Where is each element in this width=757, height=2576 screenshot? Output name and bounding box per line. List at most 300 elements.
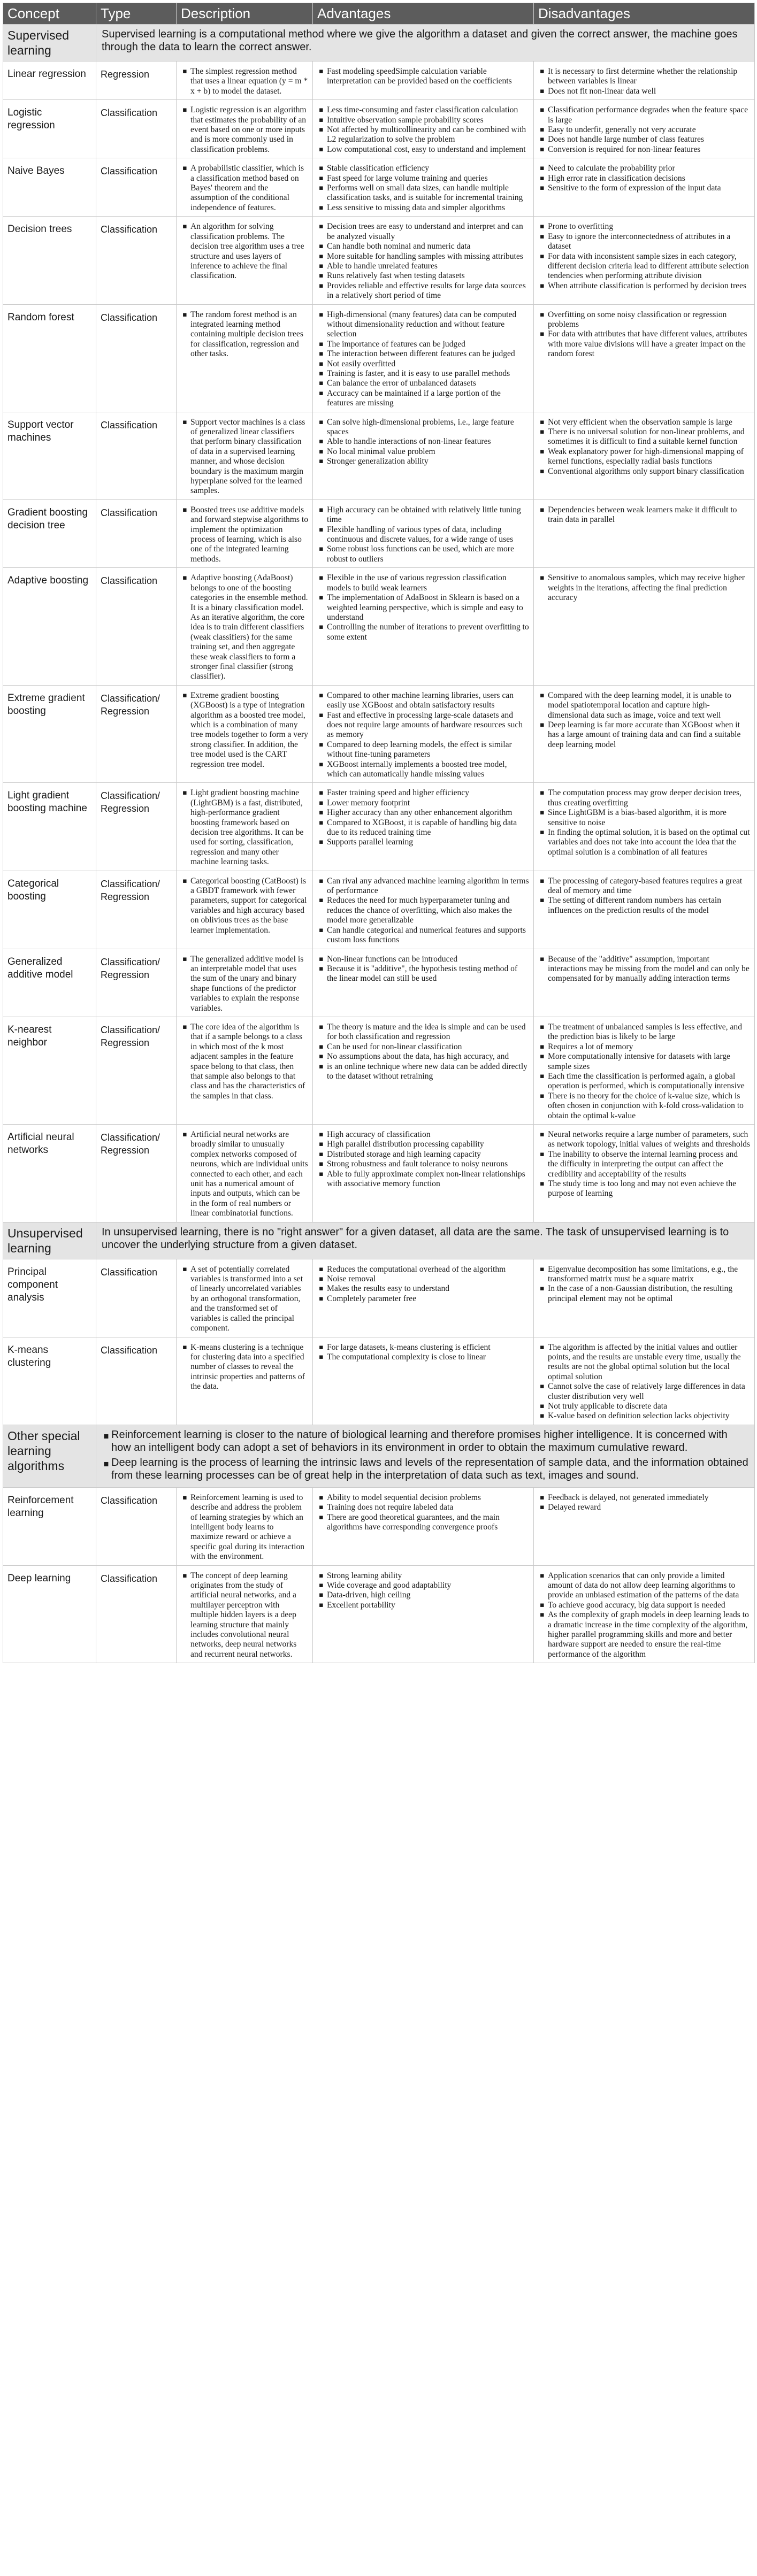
advantage-item: ▪ Training does not require labeled data: [327, 1503, 529, 1512]
description-cell: [177, 499, 313, 567]
description-cell: [177, 304, 313, 412]
advantages-cell: [313, 158, 534, 217]
description-item-list: [181, 310, 308, 359]
disadvantage-item: ▪ Conventional algorithms only support binary classification: [548, 467, 750, 476]
table-row: [3, 61, 755, 100]
disadvantages-cell: [534, 304, 755, 412]
description-item: ▪ The random forest method is an integrated learning method containing multiple decision trees for classification, regression and other tasks.: [190, 310, 308, 359]
advantage-item: ▪ Can handle both nominal and numeric data: [327, 242, 529, 251]
concept-cell: Linear regression: [3, 61, 96, 100]
advantage-item: ▪ Decision trees are easy to understand and interpret and can be analyzed visually: [327, 222, 529, 242]
advantage-item-list: [317, 1265, 529, 1304]
description-cell: [177, 1337, 313, 1425]
advantage-item: ▪ Less time-consuming and faster classification calculation: [327, 105, 529, 115]
advantage-item: ▪ Able to handle interactions of non-linear features: [327, 437, 529, 447]
disadvantages-cell: [534, 1487, 755, 1565]
disadvantages-cell: [534, 100, 755, 158]
advantage-item-list: [317, 418, 529, 467]
disadvantages-cell: [534, 949, 755, 1017]
disadvantages-cell: [534, 1337, 755, 1425]
advantage-item: ▪ Training is faster, and it is easy to use parallel methods: [327, 369, 529, 379]
disadvantage-item: ▪ There is no theory for the choice of k-value size, which is often chosen in conjunction with k-fold cross-validation to obtain the optimal k-value: [548, 1091, 750, 1121]
disadvantage-item-list: [538, 418, 750, 476]
description-item: ▪ Categorical boosting (CatBoost) is a GBDT framework with fewer parameters, support for categorical variables and high accuracy based on oblivious trees as the base learner implementation.: [190, 876, 308, 935]
advantage-item: ▪ Strong learning ability: [327, 1571, 529, 1581]
disadvantage-item-list: [538, 1571, 750, 1660]
advantage-item: ▪ Data-driven, high ceiling: [327, 1590, 529, 1600]
description-item: ▪ A probabilistic classifier, which is a classification method based on Bayes' theorem and the assumption of the conditional independence of features.: [190, 164, 308, 213]
type-cell: Classification: [96, 568, 177, 685]
advantages-cell: [313, 1565, 534, 1663]
advantages-cell: [313, 568, 534, 685]
table-row: [3, 1565, 755, 1663]
table-row: [3, 1487, 755, 1565]
table-row: [3, 685, 755, 783]
advantage-item: ▪ Can be used for non-linear classification: [327, 1042, 529, 1052]
disadvantages-cell: [534, 1125, 755, 1222]
table-row: [3, 949, 755, 1017]
advantage-item: ▪ Able to fully approximate complex non-linear relationships with associative memory function: [327, 1170, 529, 1189]
description-item-list: [181, 1571, 308, 1660]
disadvantage-item: ▪ More computationally intensive for datasets with large sample sizes: [548, 1052, 750, 1072]
disadvantage-item-list: [538, 67, 750, 96]
disadvantage-item: ▪ Not truly applicable to discrete data: [548, 1402, 750, 1411]
header-advantages: Advantages: [313, 3, 534, 25]
concept-cell: Random forest: [3, 304, 96, 412]
disadvantage-item-list: [538, 310, 750, 359]
section-title: Supervised learning: [3, 25, 96, 61]
disadvantage-item: ▪ Delayed reward: [548, 1503, 750, 1512]
disadvantage-item: ▪ The computation process may grow deeper decision trees, thus creating overfitting: [548, 788, 750, 808]
advantage-item: ▪ Higher accuracy than any other enhancement algorithm: [327, 808, 529, 818]
disadvantage-item-list: [538, 1493, 750, 1513]
disadvantage-item: ▪ Neural networks require a large number of parameters, such as network topology, initial values of weights and thresholds: [548, 1130, 750, 1150]
description-cell: [177, 158, 313, 217]
advantage-item: ▪ For large datasets, k-means clustering is efficient: [327, 1343, 529, 1352]
description-cell: [177, 568, 313, 685]
description-item-list: [181, 1493, 308, 1562]
advantages-cell: [313, 61, 534, 100]
advantages-cell: [313, 871, 534, 949]
table-row: [3, 1125, 755, 1222]
section-intro-text: In unsupervised learning, there is no "right answer" for a given dataset, all data are the same. The task of unsupervised learning is to uncover the underlying structure from a given dataset.: [102, 1226, 729, 1251]
disadvantage-item: ▪ Eigenvalue decomposition has some limitations, e.g., the transformed matrix must be a square matrix: [548, 1265, 750, 1285]
table-row: [3, 1259, 755, 1337]
description-item: ▪ An algorithm for solving classification problems. The decision tree algorithm uses a tree structure and uses layers of inference to achieve the final classification.: [190, 222, 308, 281]
comparison-table-document: [3, 3, 754, 1663]
disadvantage-item: ▪ Sensitive to anomalous samples, which may receive higher weights in the iterations, affecting the final prediction accuracy: [548, 573, 750, 603]
disadvantage-item-list: [538, 222, 750, 291]
concept-cell: Categorical boosting: [3, 871, 96, 949]
advantage-item: ▪ Accuracy can be maintained if a large portion of the features are missing: [327, 389, 529, 409]
table-row: [3, 1337, 755, 1425]
advantage-item: ▪ Flexible in the use of various regression classification models to build weak learners: [327, 573, 529, 593]
advantage-item: ▪ Compared to deep learning models, the effect is similar without fine-tuning parameters: [327, 740, 529, 760]
advantage-item-list: [317, 876, 529, 945]
description-item: ▪ Light gradient boosting machine (LightGBM) is a fast, distributed, high-performance gradient boosting framework based on decision tree algorithms. It can be used for sorting, classification, regression and many other machine learning tasks.: [190, 788, 308, 867]
description-item-list: [181, 573, 308, 681]
advantage-item-list: [317, 1493, 529, 1533]
advantage-item-list: [317, 164, 529, 213]
disadvantage-item-list: [538, 573, 750, 603]
disadvantage-item: ▪ The algorithm is affected by the initial values and outlier points, and the results are unstable every time, usually the results are not the global optimal solution but the local optimal solution: [548, 1343, 750, 1382]
disadvantage-item: ▪ In the case of a non-Gaussian distribution, the resulting principal element may not be optimal: [548, 1284, 750, 1304]
disadvantage-item-list: [538, 955, 750, 984]
type-cell: Classification/ Regression: [96, 871, 177, 949]
advantage-item: ▪ Low computational cost, easy to understand and implement: [327, 145, 529, 155]
advantage-item: ▪ No assumptions about the data, has high accuracy, and: [327, 1052, 529, 1062]
description-item-list: [181, 67, 308, 96]
description-cell: [177, 871, 313, 949]
table-row: [3, 158, 755, 217]
description-cell: [177, 1259, 313, 1337]
type-cell: Classification: [96, 158, 177, 217]
type-cell: Classification/ Regression: [96, 783, 177, 871]
disadvantage-item: ▪ Does not fit non-linear data well: [548, 87, 750, 96]
type-cell: Regression: [96, 61, 177, 100]
advantage-item: ▪ Fast modeling speedSimple calculation variable interpretation can be provided based on the coefficients: [327, 67, 529, 87]
section-intro: [96, 1425, 755, 1487]
advantages-cell: [313, 949, 534, 1017]
advantages-cell: [313, 412, 534, 499]
disadvantages-cell: [534, 1259, 755, 1337]
table-row: [3, 871, 755, 949]
advantages-cell: [313, 304, 534, 412]
advantage-item-list: [317, 505, 529, 564]
type-cell: Classification/ Regression: [96, 949, 177, 1017]
advantage-item: ▪ High parallel distribution processing capability: [327, 1140, 529, 1149]
disadvantage-item: ▪ To achieve good accuracy, big data support is needed: [548, 1601, 750, 1610]
advantage-item: ▪ Ability to model sequential decision problems: [327, 1493, 529, 1503]
disadvantages-cell: [534, 412, 755, 499]
description-item-list: [181, 222, 308, 281]
description-cell: [177, 1125, 313, 1222]
section-intro: [96, 25, 755, 61]
advantage-item: ▪ Controlling the number of iterations to prevent overfitting to some extent: [327, 622, 529, 642]
section-intro-item: ▪ Reinforcement learning is closer to the nature of biological learning and therefore promises higher intelligence. It is concerned with how an intelligent body can adopt a set of behaviors in its environment in order to obtain the maximum cumulative reward.: [111, 1428, 749, 1454]
type-cell: Classification: [96, 1259, 177, 1337]
disadvantages-cell: [534, 568, 755, 685]
disadvantages-cell: [534, 61, 755, 100]
advantage-item-list: [317, 1022, 529, 1081]
disadvantage-item: ▪ High error rate in classification decisions: [548, 174, 750, 183]
disadvantage-item-list: [538, 691, 750, 750]
header-concept: Concept: [3, 3, 96, 25]
disadvantage-item-list: [538, 1265, 750, 1304]
section-intro-item: ▪ Deep learning is the process of learning the intrinsic laws and levels of the representation of sample data, and the information obtained from these learning processes can be of great help in the interpretation of data such as text, images and sound.: [111, 1456, 749, 1482]
concept-cell: Naive Bayes: [3, 158, 96, 217]
advantage-item: ▪ Can solve high-dimensional problems, i.e., large feature spaces: [327, 418, 529, 437]
advantage-item: ▪ Distributed storage and high learning capacity: [327, 1150, 529, 1159]
advantages-cell: [313, 1487, 534, 1565]
disadvantage-item: ▪ It is necessary to first determine whether the relationship between variables is linear: [548, 67, 750, 87]
type-cell: Classification/ Regression: [96, 685, 177, 783]
disadvantage-item: ▪ Need to calculate the probability prior: [548, 164, 750, 173]
advantage-item-list: [317, 573, 529, 642]
description-cell: [177, 783, 313, 871]
disadvantage-item: ▪ Each time the classification is performed again, a global operation is performed, which is computationally intensive: [548, 1072, 750, 1091]
section-header-row: [3, 25, 755, 61]
section-intro-text: Supervised learning is a computational method where we give the algorithm a dataset and given the correct answer, the machine goes through the data to learn the correct answer.: [102, 28, 738, 53]
advantage-item: ▪ Flexible handling of various types of data, including continuous and discrete values, for a wide range of uses: [327, 525, 529, 545]
table-header: [3, 3, 755, 25]
ml-comparison-table: [3, 3, 755, 1663]
section-intro: [96, 1222, 755, 1259]
advantage-item: ▪ Less sensitive to missing data and simpler algorithms: [327, 203, 529, 213]
description-item-list: [181, 1265, 308, 1334]
description-item: ▪ Reinforcement learning is used to describe and address the problem of learning strategies by which an intelligent body learns to maximize reward or achieve a specific goal during its interaction with the environment.: [190, 1493, 308, 1562]
advantage-item-list: [317, 222, 529, 301]
description-item-list: [181, 1022, 308, 1101]
description-item: ▪ Extreme gradient boosting (XGBoost) is a type of integration algorithm as a boosted tree model, which is a combination of many tree models together to form a very strong classifier. In addition, the tree model used is the CART regression tree model.: [190, 691, 308, 770]
advantage-item: ▪ Because it is "additive", the hypothesis testing method of the linear model can still be used: [327, 964, 529, 984]
disadvantage-item-list: [538, 505, 750, 525]
disadvantage-item: ▪ Feedback is delayed, not generated immediately: [548, 1493, 750, 1503]
description-item: ▪ Artificial neural networks are broadly similar to unusually complex networks composed of neurons, which are individual units connected to each other, and each unit has a numerical amount of inputs and outputs, which can be in the form of real numbers or linear combinatorial functions.: [190, 1130, 308, 1219]
disadvantage-item: ▪ In finding the optimal solution, it is based on the optimal cut variables and does not take into account the idea that the optimal solution is a combination of all features: [548, 828, 750, 857]
concept-cell: Adaptive boosting: [3, 568, 96, 685]
advantage-item: ▪ XGBoost internally implements a boosted tree model, which can automatically handle missing values: [327, 760, 529, 780]
disadvantage-item: ▪ Prone to overfitting: [548, 222, 750, 232]
advantage-item: ▪ Wide coverage and good adaptability: [327, 1581, 529, 1590]
advantage-item: ▪ Reduces the need for much hyperparameter tuning and reduces the chance of overfitting, which also makes the model more generalizable: [327, 896, 529, 925]
description-item-list: [181, 1130, 308, 1219]
disadvantage-item-list: [538, 788, 750, 857]
description-cell: [177, 1565, 313, 1663]
advantage-item: ▪ Some robust loss functions can be used, which are more robust to outliers: [327, 544, 529, 564]
concept-cell: Deep learning: [3, 1565, 96, 1663]
disadvantage-item: ▪ Classification performance degrades when the feature space is large: [548, 105, 750, 125]
advantage-item: ▪ High accuracy of classification: [327, 1130, 529, 1140]
advantage-item: ▪ Can rival any advanced machine learning algorithm in terms of performance: [327, 876, 529, 896]
type-cell: Classification/ Regression: [96, 1125, 177, 1222]
disadvantage-item: ▪ Easy to ignore the interconnectedness of attributes in a dataset: [548, 232, 750, 252]
description-item: ▪ Support vector machines is a class of generalized linear classifiers that perform binary classification of data in a supervised learning manner, and whose decision boundary is the maximum margin hyperplane solved for the learned samples.: [190, 418, 308, 496]
description-item: ▪ Adaptive boosting (AdaBoost) belongs to one of the boosting categories in the ensemble method. It is a binary classification model. As an iterative algorithm, the core idea is to train different classifiers (weak classifiers) for the same training set, and then aggregate these weak classifiers to form a stronger final classifier (strong classifier).: [190, 573, 308, 681]
advantage-item: ▪ Completely parameter free: [327, 1294, 529, 1304]
description-item-list: [181, 788, 308, 867]
advantage-item-list: [317, 310, 529, 409]
advantage-item: ▪ High-dimensional (many features) data can be computed without dimensionality reduction and without feature selection: [327, 310, 529, 340]
disadvantage-item: ▪ The setting of different random numbers has certain influences on the prediction results of the model: [548, 896, 750, 916]
disadvantage-item: ▪ The processing of category-based features requires a great deal of memory and time: [548, 876, 750, 896]
description-cell: [177, 1487, 313, 1565]
advantage-item: ▪ Makes the results easy to understand: [327, 1284, 529, 1294]
description-cell: [177, 412, 313, 499]
disadvantage-item-list: [538, 876, 750, 916]
description-item: ▪ Boosted trees use additive models and forward stepwise algorithms to implement the optimization process of learning, which is also one of the integrated learning methods.: [190, 505, 308, 564]
disadvantages-cell: [534, 685, 755, 783]
concept-cell: Decision trees: [3, 217, 96, 304]
section-title: Unsupervised learning: [3, 1222, 96, 1259]
disadvantage-item: ▪ Conversion is required for non-linear features: [548, 145, 750, 155]
description-item-list: [181, 164, 308, 213]
advantage-item: ▪ High accuracy can be obtained with relatively little tuning time: [327, 505, 529, 525]
table-row: [3, 1017, 755, 1124]
description-item: ▪ The simplest regression method that uses a linear equation (y = m * x + b) to model the dataset.: [190, 67, 308, 96]
advantages-cell: [313, 1259, 534, 1337]
disadvantage-item: ▪ For data with attributes that have different values, attributes with more value divisions will have a greater impact on the random forest: [548, 329, 750, 359]
description-item: ▪ Logistic regression is an algorithm that estimates the probability of an event based on one or more inputs and is more commonly used in classification problems.: [190, 105, 308, 155]
concept-cell: Reinforcement learning: [3, 1487, 96, 1565]
advantage-item: ▪ Performs well on small data sizes, can handle multiple classification tasks, and is suitable for incremental training: [327, 183, 529, 203]
type-cell: Classification: [96, 304, 177, 412]
concept-cell: Generalized additive model: [3, 949, 96, 1017]
concept-cell: K-nearest neighbor: [3, 1017, 96, 1124]
advantage-item: ▪ Non-linear functions can be introduced: [327, 955, 529, 964]
disadvantages-cell: [534, 871, 755, 949]
type-cell: Classification/ Regression: [96, 1017, 177, 1124]
description-item-list: [181, 105, 308, 155]
description-item-list: [181, 418, 308, 496]
disadvantage-item: ▪ Dependencies between weak learners make it difficult to train data in parallel: [548, 505, 750, 525]
section-intro-item-list: [102, 1428, 749, 1482]
disadvantages-cell: [534, 1017, 755, 1124]
advantage-item: ▪ is an online technique where new data can be added directly to the dataset without retraining: [327, 1062, 529, 1082]
advantage-item: ▪ The implementation of AdaBoost in Sklearn is based on a weighted learning perspective, which is simple and easy to understand: [327, 593, 529, 622]
disadvantage-item: ▪ Overfitting on some noisy classification or regression problems: [548, 310, 750, 330]
advantages-cell: [313, 685, 534, 783]
disadvantage-item: ▪ Sensitive to the form of expression of the input data: [548, 183, 750, 193]
description-cell: [177, 61, 313, 100]
disadvantage-item: ▪ Requires a lot of memory: [548, 1042, 750, 1052]
advantages-cell: [313, 100, 534, 158]
disadvantage-item: ▪ For data with inconsistent sample sizes in each category, different decision criteria lead to different attribute selection tendencies when performing attribute division: [548, 252, 750, 281]
advantage-item: ▪ Able to handle unrelated features: [327, 262, 529, 271]
disadvantage-item: ▪ As the complexity of graph models in deep learning leads to a dramatic increase in the time complexity of the algorithm, higher parallel programming skills and more and better hardware support are needed to ensure the real-time performance of the algorithm: [548, 1610, 750, 1659]
description-item-list: [181, 1343, 308, 1392]
advantage-item: ▪ Intuitive observation sample probability scores: [327, 116, 529, 125]
type-cell: Classification: [96, 499, 177, 567]
disadvantage-item: ▪ Because of the "additive" assumption, important interactions may be missing from the model and can only be compensated for by manually adding interaction terms: [548, 955, 750, 984]
advantage-item: ▪ More suitable for handling samples with missing attributes: [327, 252, 529, 262]
advantage-item: ▪ Compared to other machine learning libraries, users can easily use XGBoost and obtain satisfactory results: [327, 691, 529, 711]
advantage-item: ▪ The computational complexity is close to linear: [327, 1352, 529, 1362]
advantages-cell: [313, 1017, 534, 1124]
description-item-list: [181, 691, 308, 770]
table-row: [3, 568, 755, 685]
disadvantage-item: ▪ The treatment of unbalanced samples is less effective, and the prediction bias is likely to be large: [548, 1022, 750, 1042]
concept-cell: Light gradient boosting machine: [3, 783, 96, 871]
advantage-item: ▪ Can handle categorical and numerical features and supports custom loss functions: [327, 926, 529, 945]
type-cell: Classification: [96, 100, 177, 158]
concept-cell: Artificial neural networks: [3, 1125, 96, 1222]
concept-cell: Support vector machines: [3, 412, 96, 499]
advantage-item: ▪ Lower memory footprint: [327, 798, 529, 808]
disadvantage-item: ▪ Weak explanatory power for high-dimensional mapping of kernel functions, especially radial basis functions: [548, 447, 750, 467]
concept-cell: Extreme gradient boosting: [3, 685, 96, 783]
disadvantage-item: ▪ The study time is too long and may not even achieve the purpose of learning: [548, 1179, 750, 1199]
description-item: ▪ A set of potentially correlated variables is transformed into a set of linearly uncorrelated variables by an orthogonal transformation, and the transformed set of variables is called the principal component.: [190, 1265, 308, 1334]
advantages-cell: [313, 1337, 534, 1425]
advantage-item: ▪ Reduces the computational overhead of the algorithm: [327, 1265, 529, 1274]
advantage-item: ▪ Supports parallel learning: [327, 837, 529, 847]
disadvantages-cell: [534, 499, 755, 567]
table-row: [3, 499, 755, 567]
advantage-item: ▪ Fast and effective in processing large-scale datasets and does not require large amounts of hardware resources such as memory: [327, 711, 529, 740]
advantage-item: ▪ Not affected by multicollinearity and can be combined with L2 regularization to solve the problem: [327, 125, 529, 145]
advantage-item: ▪ The theory is mature and the idea is simple and can be used for both classification and regression: [327, 1022, 529, 1042]
advantage-item: ▪ Excellent portability: [327, 1601, 529, 1610]
advantages-cell: [313, 1125, 534, 1222]
table-row: [3, 217, 755, 304]
disadvantage-item: ▪ Easy to underfit, generally not very accurate: [548, 125, 750, 135]
advantage-item-list: [317, 1571, 529, 1611]
description-cell: [177, 949, 313, 1017]
disadvantage-item-list: [538, 1130, 750, 1199]
disadvantages-cell: [534, 783, 755, 871]
disadvantage-item: ▪ The inability to observe the internal learning process and the difficulty in interpreting the output can affect the credibility and acceptability of the results: [548, 1150, 750, 1179]
type-cell: Classification: [96, 217, 177, 304]
concept-cell: Gradient boosting decision tree: [3, 499, 96, 567]
table-row: [3, 412, 755, 499]
disadvantages-cell: [534, 1565, 755, 1663]
disadvantage-item: ▪ Not very efficient when the observation sample is large: [548, 418, 750, 427]
disadvantage-item: ▪ Since LightGBM is a bias-based algorithm, it is more sensitive to noise: [548, 808, 750, 828]
table-body: [3, 25, 755, 1663]
description-item-list: [181, 876, 308, 935]
disadvantage-item-list: [538, 1022, 750, 1121]
section-header-row: [3, 1425, 755, 1487]
disadvantage-item: ▪ Application scenarios that can only provide a limited amount of data do not allow deep learning algorithms to provide an unbiased estimation of the patterns of the data: [548, 1571, 750, 1601]
advantage-item-list: [317, 691, 529, 780]
disadvantages-cell: [534, 158, 755, 217]
table-row: [3, 304, 755, 412]
description-item: ▪ K-means clustering is a technique for clustering data into a specified number of classes to reveal the intrinsic properties and patterns of the data.: [190, 1343, 308, 1392]
section-header-row: [3, 1222, 755, 1259]
description-item-list: [181, 505, 308, 564]
concept-cell: Principal component analysis: [3, 1259, 96, 1337]
advantage-item: ▪ Strong robustness and fault tolerance to noisy neurons: [327, 1159, 529, 1169]
advantage-item: ▪ The importance of features can be judged: [327, 340, 529, 349]
type-cell: Classification: [96, 1565, 177, 1663]
description-item-list: [181, 955, 308, 1013]
concept-cell: Logistic regression: [3, 100, 96, 158]
advantage-item: ▪ Noise removal: [327, 1274, 529, 1284]
advantages-cell: [313, 217, 534, 304]
disadvantage-item: ▪ K-value based on definition selection lacks objectivity: [548, 1411, 750, 1421]
description-cell: [177, 685, 313, 783]
advantage-item: ▪ There are good theoretical guarantees, and the main algorithms have corresponding convergence proofs: [327, 1513, 529, 1533]
description-item: ▪ The concept of deep learning originates from the study of artificial neural networks, and a multilayer perceptron with multiple hidden layers is a deep learning structure that mainly includes convolutional neural networks, deep neural networks and recurrent neural networks.: [190, 1571, 308, 1660]
advantage-item-list: [317, 788, 529, 847]
advantage-item-list: [317, 955, 529, 984]
advantages-cell: [313, 783, 534, 871]
disadvantage-item: ▪ Deep learning is far more accurate than XGBoost when it has a large amount of training data and can find a suitable deep learning model: [548, 720, 750, 750]
advantage-item-list: [317, 1343, 529, 1363]
disadvantage-item: ▪ Compared with the deep learning model, it is unable to model spatiotemporal location and capture high-dimensional data such as image, voice and text well: [548, 691, 750, 720]
header-type: Type: [96, 3, 177, 25]
disadvantage-item: ▪ When attribute classification is performed by decision trees: [548, 281, 750, 291]
description-item: ▪ The core idea of the algorithm is that if a sample belongs to a class in which most of the k most adjacent samples in the feature space belong to that class, then that sample also belongs to that class and has the characteristics of the samples in that class.: [190, 1022, 308, 1101]
advantage-item: ▪ Fast speed for large volume training and queries: [327, 174, 529, 183]
advantage-item: ▪ No local minimal value problem: [327, 447, 529, 457]
advantage-item: ▪ Runs relatively fast when testing datasets: [327, 271, 529, 281]
description-item: ▪ The generalized additive model is an interpretable model that uses the sum of the unary and binary shape functions of the predictor variables to explain the response variables.: [190, 955, 308, 1013]
advantage-item-list: [317, 67, 529, 87]
advantage-item: ▪ Compared to XGBoost, it is capable of handling big data due to its reduced training time: [327, 818, 529, 838]
advantage-item: ▪ Faster training speed and higher efficiency: [327, 788, 529, 798]
description-cell: [177, 100, 313, 158]
type-cell: Classification: [96, 1487, 177, 1565]
disadvantage-item: ▪ Does not handle large number of class features: [548, 135, 750, 144]
description-cell: [177, 1017, 313, 1124]
advantage-item: ▪ Stable classification efficiency: [327, 164, 529, 173]
advantage-item: ▪ Not easily overfitted: [327, 359, 529, 369]
advantage-item: ▪ Stronger generalization ability: [327, 457, 529, 466]
advantage-item: ▪ The interaction between different features can be judged: [327, 349, 529, 359]
disadvantages-cell: [534, 217, 755, 304]
